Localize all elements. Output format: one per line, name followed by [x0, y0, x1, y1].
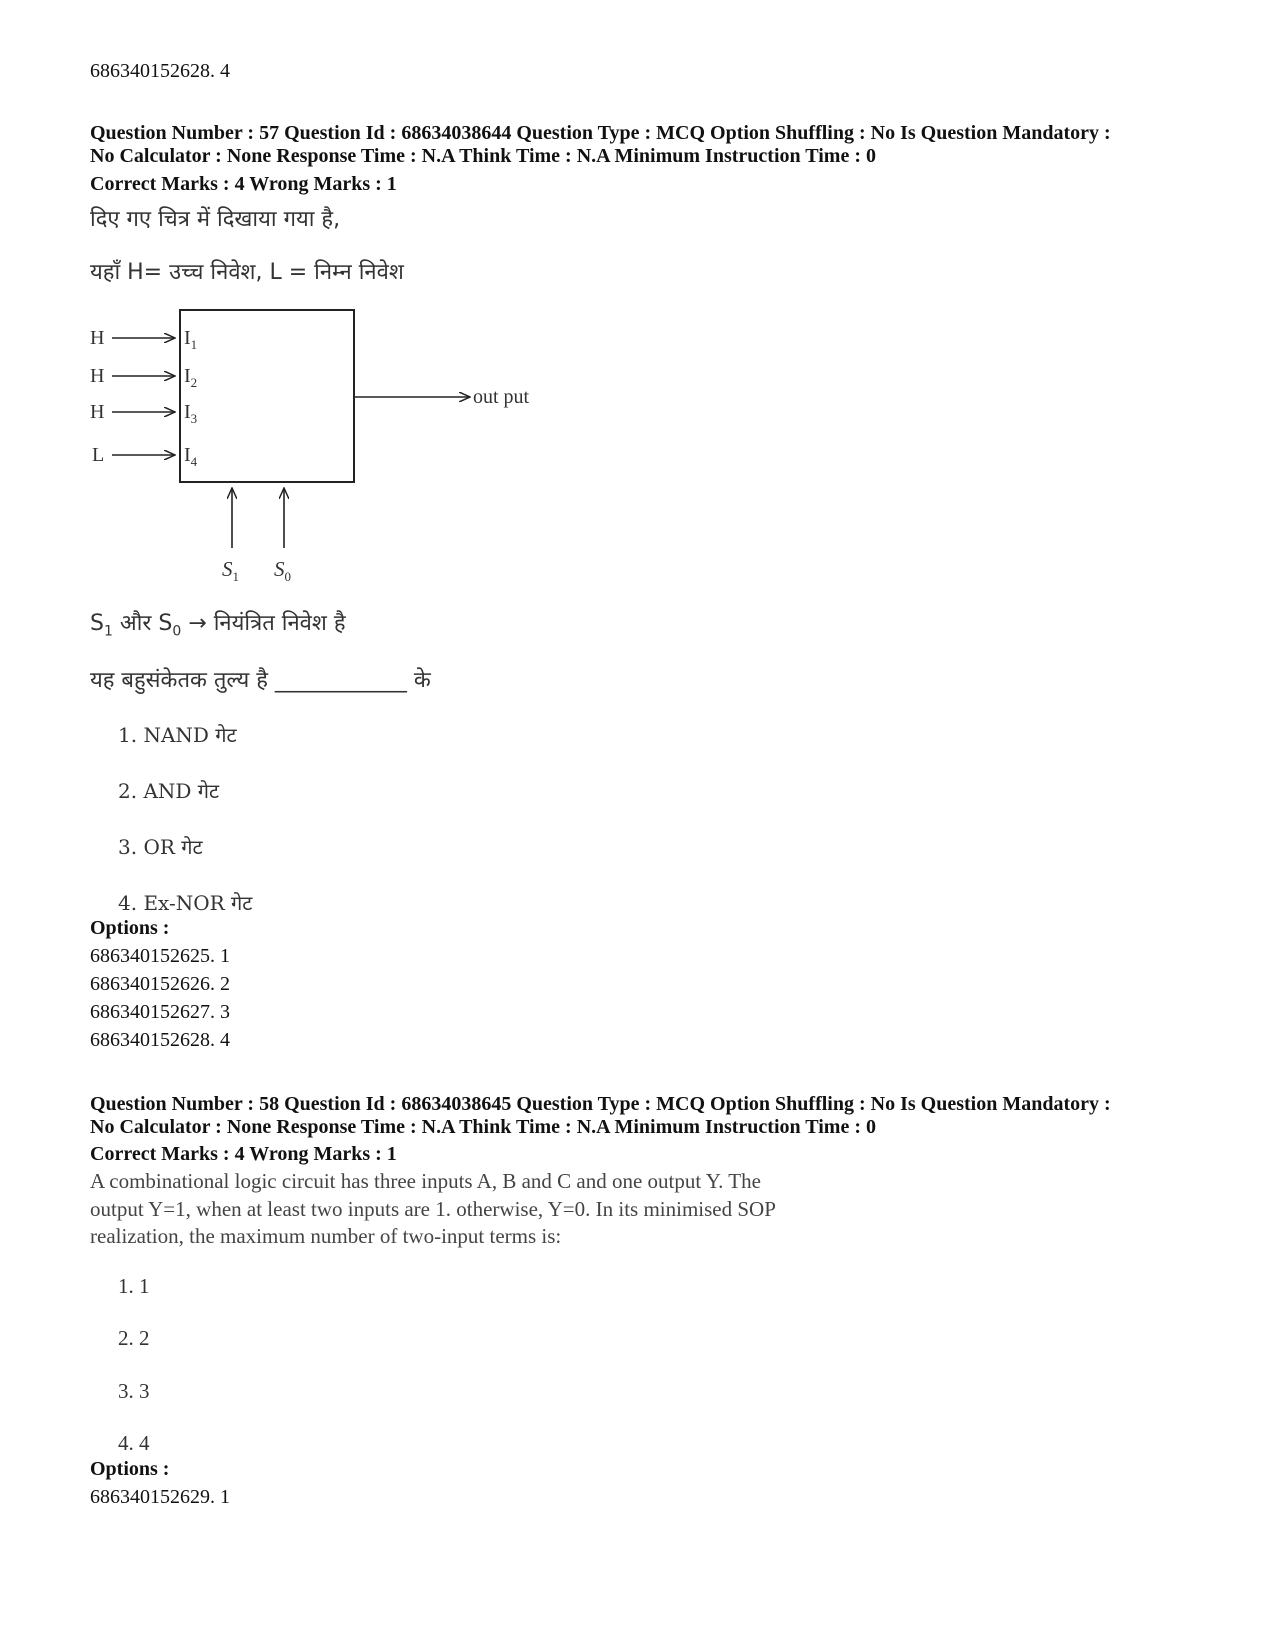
q57-stem-line1: दिए गए चित्र में दिखाया गया है,: [90, 207, 341, 232]
multiplexer-diagram: [80, 300, 560, 590]
q57-header-line2: No Calculator : None Response Time : N.A Think Time : N.A Minimum Instruction Time : 0: [90, 145, 876, 167]
q58-header-line2: No Calculator : None Response Time : N.A Think Time : N.A Minimum Instruction Time : 0: [90, 1116, 876, 1138]
input-value-3: H: [90, 401, 105, 423]
q57-control-line: [90, 607, 346, 639]
control-join: और: [119, 611, 152, 636]
equiv-after: के: [413, 668, 431, 693]
q58-choice-3: 3. 3: [118, 1379, 150, 1403]
equiv-blank: ____________: [274, 668, 407, 693]
output-label: out put: [473, 386, 530, 408]
q58-options-label: Options :: [90, 1458, 170, 1480]
q57-choice-3: 3. OR गेट: [118, 835, 203, 859]
control-s1-sub: 1: [103, 623, 113, 640]
control-s1: S: [90, 611, 104, 636]
q57-option-1: 686340152625. 1: [90, 945, 230, 967]
q57-choice-2: 2. AND गेट: [118, 779, 220, 803]
control-s0: S: [158, 611, 173, 636]
q57-option-3: 686340152627. 3: [90, 1001, 230, 1023]
q57-marks: Correct Marks : 4 Wrong Marks : 1: [90, 173, 397, 195]
select-label-s0: $S_0$: [274, 557, 291, 584]
input-value-2: H: [90, 365, 105, 387]
q57-equiv-line: [90, 664, 431, 694]
q57-options-label: Options :: [90, 917, 170, 939]
select-label-s1: $S_1$: [222, 557, 239, 584]
pin-label-1: $I_1$: [184, 327, 198, 352]
input-value-1: H: [90, 327, 105, 349]
mux-box: [180, 310, 354, 482]
q58-choice-4: 4. 4: [118, 1431, 150, 1455]
input-value-4: L: [92, 444, 105, 466]
q57-option-2: 686340152626. 2: [90, 973, 230, 995]
previous-answer-option: 686340152628. 4: [90, 60, 230, 82]
q58-option-1: 686340152629. 1: [90, 1486, 230, 1508]
pin-label-2: $I_2$: [184, 365, 198, 390]
q58-stem-line2: output Y=1, when at least two inputs are 1. otherwise, Y=0. In its minimised SOP: [90, 1197, 776, 1221]
pin-label-4: $I_4$: [184, 444, 198, 469]
q58-choice-1: 1. 1: [118, 1274, 150, 1298]
q57-header-line1: Question Number : 57 Question Id : 68634038644 Question Type : MCQ Option Shuffling : No Is Question Mandatory :: [90, 122, 1111, 144]
q57-choice-1: 1. NAND गेट: [118, 723, 237, 747]
pin-label-3: $I_3$: [184, 401, 198, 426]
equiv-before: यह बहुसंकेतक तुल्य है: [90, 668, 268, 693]
q57-stem-line2: यहाँ H= उच्च निवेश, L = निम्न निवेश: [90, 260, 404, 285]
q58-stem-line1: A combinational logic circuit has three inputs A, B and C and one output Y. The: [90, 1169, 761, 1193]
control-s0-sub: 0: [172, 623, 182, 640]
q58-header-line1: Question Number : 58 Question Id : 68634038645 Question Type : MCQ Option Shuffling : No Is Question Mandatory :: [90, 1093, 1111, 1115]
q57-option-4: 686340152628. 4: [90, 1029, 230, 1051]
q58-choice-2: 2. 2: [118, 1326, 150, 1350]
q58-marks: Correct Marks : 4 Wrong Marks : 1: [90, 1143, 397, 1165]
q57-choice-4: 4. Ex-NOR गेट: [118, 891, 253, 915]
q58-stem-line3: realization, the maximum number of two-input terms is:: [90, 1224, 562, 1248]
control-rest: → नियंत्रित निवेश है: [188, 611, 346, 636]
